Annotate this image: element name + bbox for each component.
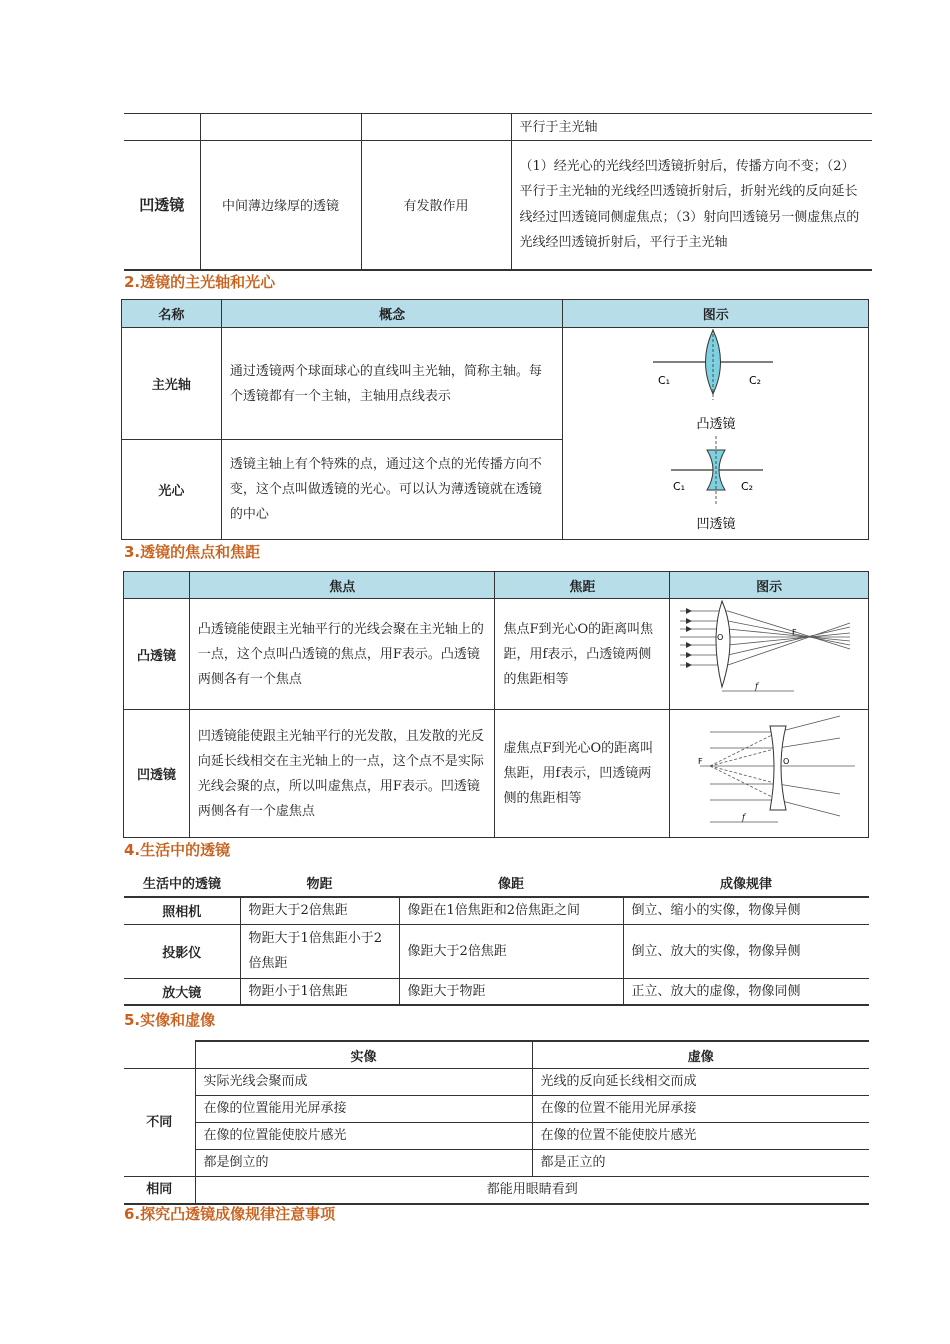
convex-focus-figure	[670, 599, 869, 710]
convex-c2-label: C₂	[749, 374, 762, 387]
virtual-diff-2: 在像的位置不能用光屏承接	[532, 1096, 869, 1123]
concave-c1-label: C₁	[673, 480, 686, 493]
header-figure: 图示	[670, 572, 869, 599]
convex-o-label: O	[717, 633, 724, 642]
same-label: 相同	[124, 1177, 195, 1205]
header-blank	[124, 1041, 195, 1069]
concave-lens-shape: 中间薄边缘厚的透镜	[200, 141, 361, 270]
camera-image: 像距在1倍焦距和2倍焦距之间	[399, 897, 623, 924]
section-4-title: 4.生活中的透镜	[124, 841, 231, 859]
lens-application-table	[124, 868, 869, 1006]
convex-c1-label: C₁	[658, 374, 671, 387]
concave-name: 凹透镜	[124, 710, 190, 838]
real-diff-1: 实际光线会聚而成	[195, 1069, 532, 1096]
convex-name: 凸透镜	[124, 599, 190, 710]
header-blank	[124, 572, 190, 599]
concave-caption: 凹透镜	[696, 517, 736, 532]
optical-center-name: 光心	[122, 440, 222, 540]
header-focus: 焦点	[189, 572, 495, 599]
optical-center-concept: 透镜主轴上有个特殊的点，通过这个点的光传播方向不变，这个点叫做透镜的光心。可以认为薄透镜就在透镜的中心	[221, 440, 563, 540]
convex-focal-length: 焦点F到光心O的距离叫焦距，用f表示，凸透镜两侧的焦距相等	[495, 599, 670, 710]
header-name: 名称	[122, 300, 222, 328]
concave-focal-label: f	[742, 813, 746, 822]
magnifier-rule: 正立、放大的虚像，物像同侧	[623, 978, 869, 1005]
virtual-diff-1: 光线的反向延长线相交而成	[532, 1069, 869, 1096]
projector-object: 物距大于1倍焦距小于2倍焦距	[240, 924, 399, 978]
convex-lens	[716, 601, 730, 687]
convex-f-label: F	[792, 628, 797, 637]
header-application: 生活中的透镜	[124, 868, 240, 897]
header-object-distance: 物距	[240, 868, 399, 897]
real-diff-3: 在像的位置能使胶片感光	[195, 1123, 532, 1150]
header-image-distance: 像距	[399, 868, 623, 897]
header-imaging-rule: 成像规律	[623, 868, 869, 897]
axis-center-table	[121, 299, 869, 540]
magnifier-image: 像距大于物距	[399, 978, 623, 1005]
concave-focal-length: 虚焦点F到光心O的距离叫焦距，用f表示，凹透镜两侧的焦距相等	[495, 710, 670, 838]
header-figure: 图示	[563, 300, 869, 328]
concave-o-label: O	[783, 757, 790, 766]
projector-name: 投影仪	[124, 924, 240, 978]
header-focal-length: 焦距	[495, 572, 670, 599]
section-5-title: 5.实像和虚像	[124, 1011, 216, 1029]
magnifier-object: 物距小于1倍焦距	[240, 978, 399, 1005]
virtual-diff-4: 都是正立的	[532, 1150, 869, 1177]
camera-rule: 倒立、缩小的实像，物像异侧	[623, 897, 869, 924]
projector-rule: 倒立、放大的实像，物像异侧	[623, 924, 869, 978]
convex-caption: 凸透镜	[696, 417, 736, 432]
projector-image: 像距大于2倍焦距	[399, 924, 623, 978]
section-6-title: 6.探究凸透镜成像规律注意事项	[124, 1205, 336, 1223]
header-concept: 概念	[221, 300, 563, 328]
real-diff-2: 在像的位置能用光屏承接	[195, 1096, 532, 1123]
lens-type-table	[124, 113, 872, 271]
concave-lens-rules: （1）经光心的光线经凹透镜折射后，传播方向不变；（2）平行于主光轴的光线经凹透镜折射后，折射光线的反向延长线经过凹透镜同侧虚焦点；（3）射向凹透镜另一侧虚焦点的光线经凹透镜折射后，平行于主光轴	[511, 141, 872, 270]
convex-rule-tail: 平行于主光轴	[511, 114, 872, 141]
lens-axis-figure-cell	[563, 328, 869, 540]
concave-lens-name: 凹透镜	[124, 141, 200, 270]
concave-lens-effect: 有发散作用	[361, 141, 511, 270]
section-2-title: 2.透镜的主光轴和光心	[124, 273, 276, 291]
concave-lens	[770, 726, 786, 810]
convex-focal-label: f	[755, 682, 759, 691]
convex-focus-figure-cell	[670, 599, 869, 710]
magnifier-name: 放大镜	[124, 978, 240, 1005]
main-axis-name: 主光轴	[122, 328, 222, 440]
real-virtual-image-table	[124, 1040, 869, 1205]
camera-name: 照相机	[124, 897, 240, 924]
camera-object: 物距大于2倍焦距	[240, 897, 399, 924]
concave-focus-figure	[670, 710, 869, 838]
lens-axis-figure	[563, 328, 869, 540]
concave-focus-figure-cell	[670, 710, 869, 838]
header-virtual-image: 虚像	[532, 1041, 869, 1069]
real-diff-4: 都是倒立的	[195, 1150, 532, 1177]
same-text: 都能用眼睛看到	[195, 1177, 869, 1205]
different-label: 不同	[124, 1069, 195, 1177]
header-real-image: 实像	[195, 1041, 532, 1069]
concave-f-label: F	[698, 757, 703, 766]
section-3-title: 3.透镜的焦点和焦距	[124, 543, 261, 561]
concave-focus: 凹透镜能使跟主光轴平行的光发散，且发散的光反向延长线相交在主光轴上的一点，这个点不是实际光线会聚的点，所以叫虚焦点，用F表示。凹透镜两侧各有一个虚焦点	[189, 710, 495, 838]
concave-c2-label: C₂	[741, 480, 754, 493]
virtual-diff-3: 在像的位置不能使胶片感光	[532, 1123, 869, 1150]
focus-table	[123, 571, 869, 838]
convex-focus: 凸透镜能使跟主光轴平行的光线会聚在主光轴上的一点，这个点叫凸透镜的焦点，用F表示。凸透镜两侧各有一个焦点	[189, 599, 495, 710]
main-axis-concept: 通过透镜两个球面球心的直线叫主光轴，简称主轴。每个透镜都有一个主轴，主轴用点线表示	[221, 328, 563, 440]
